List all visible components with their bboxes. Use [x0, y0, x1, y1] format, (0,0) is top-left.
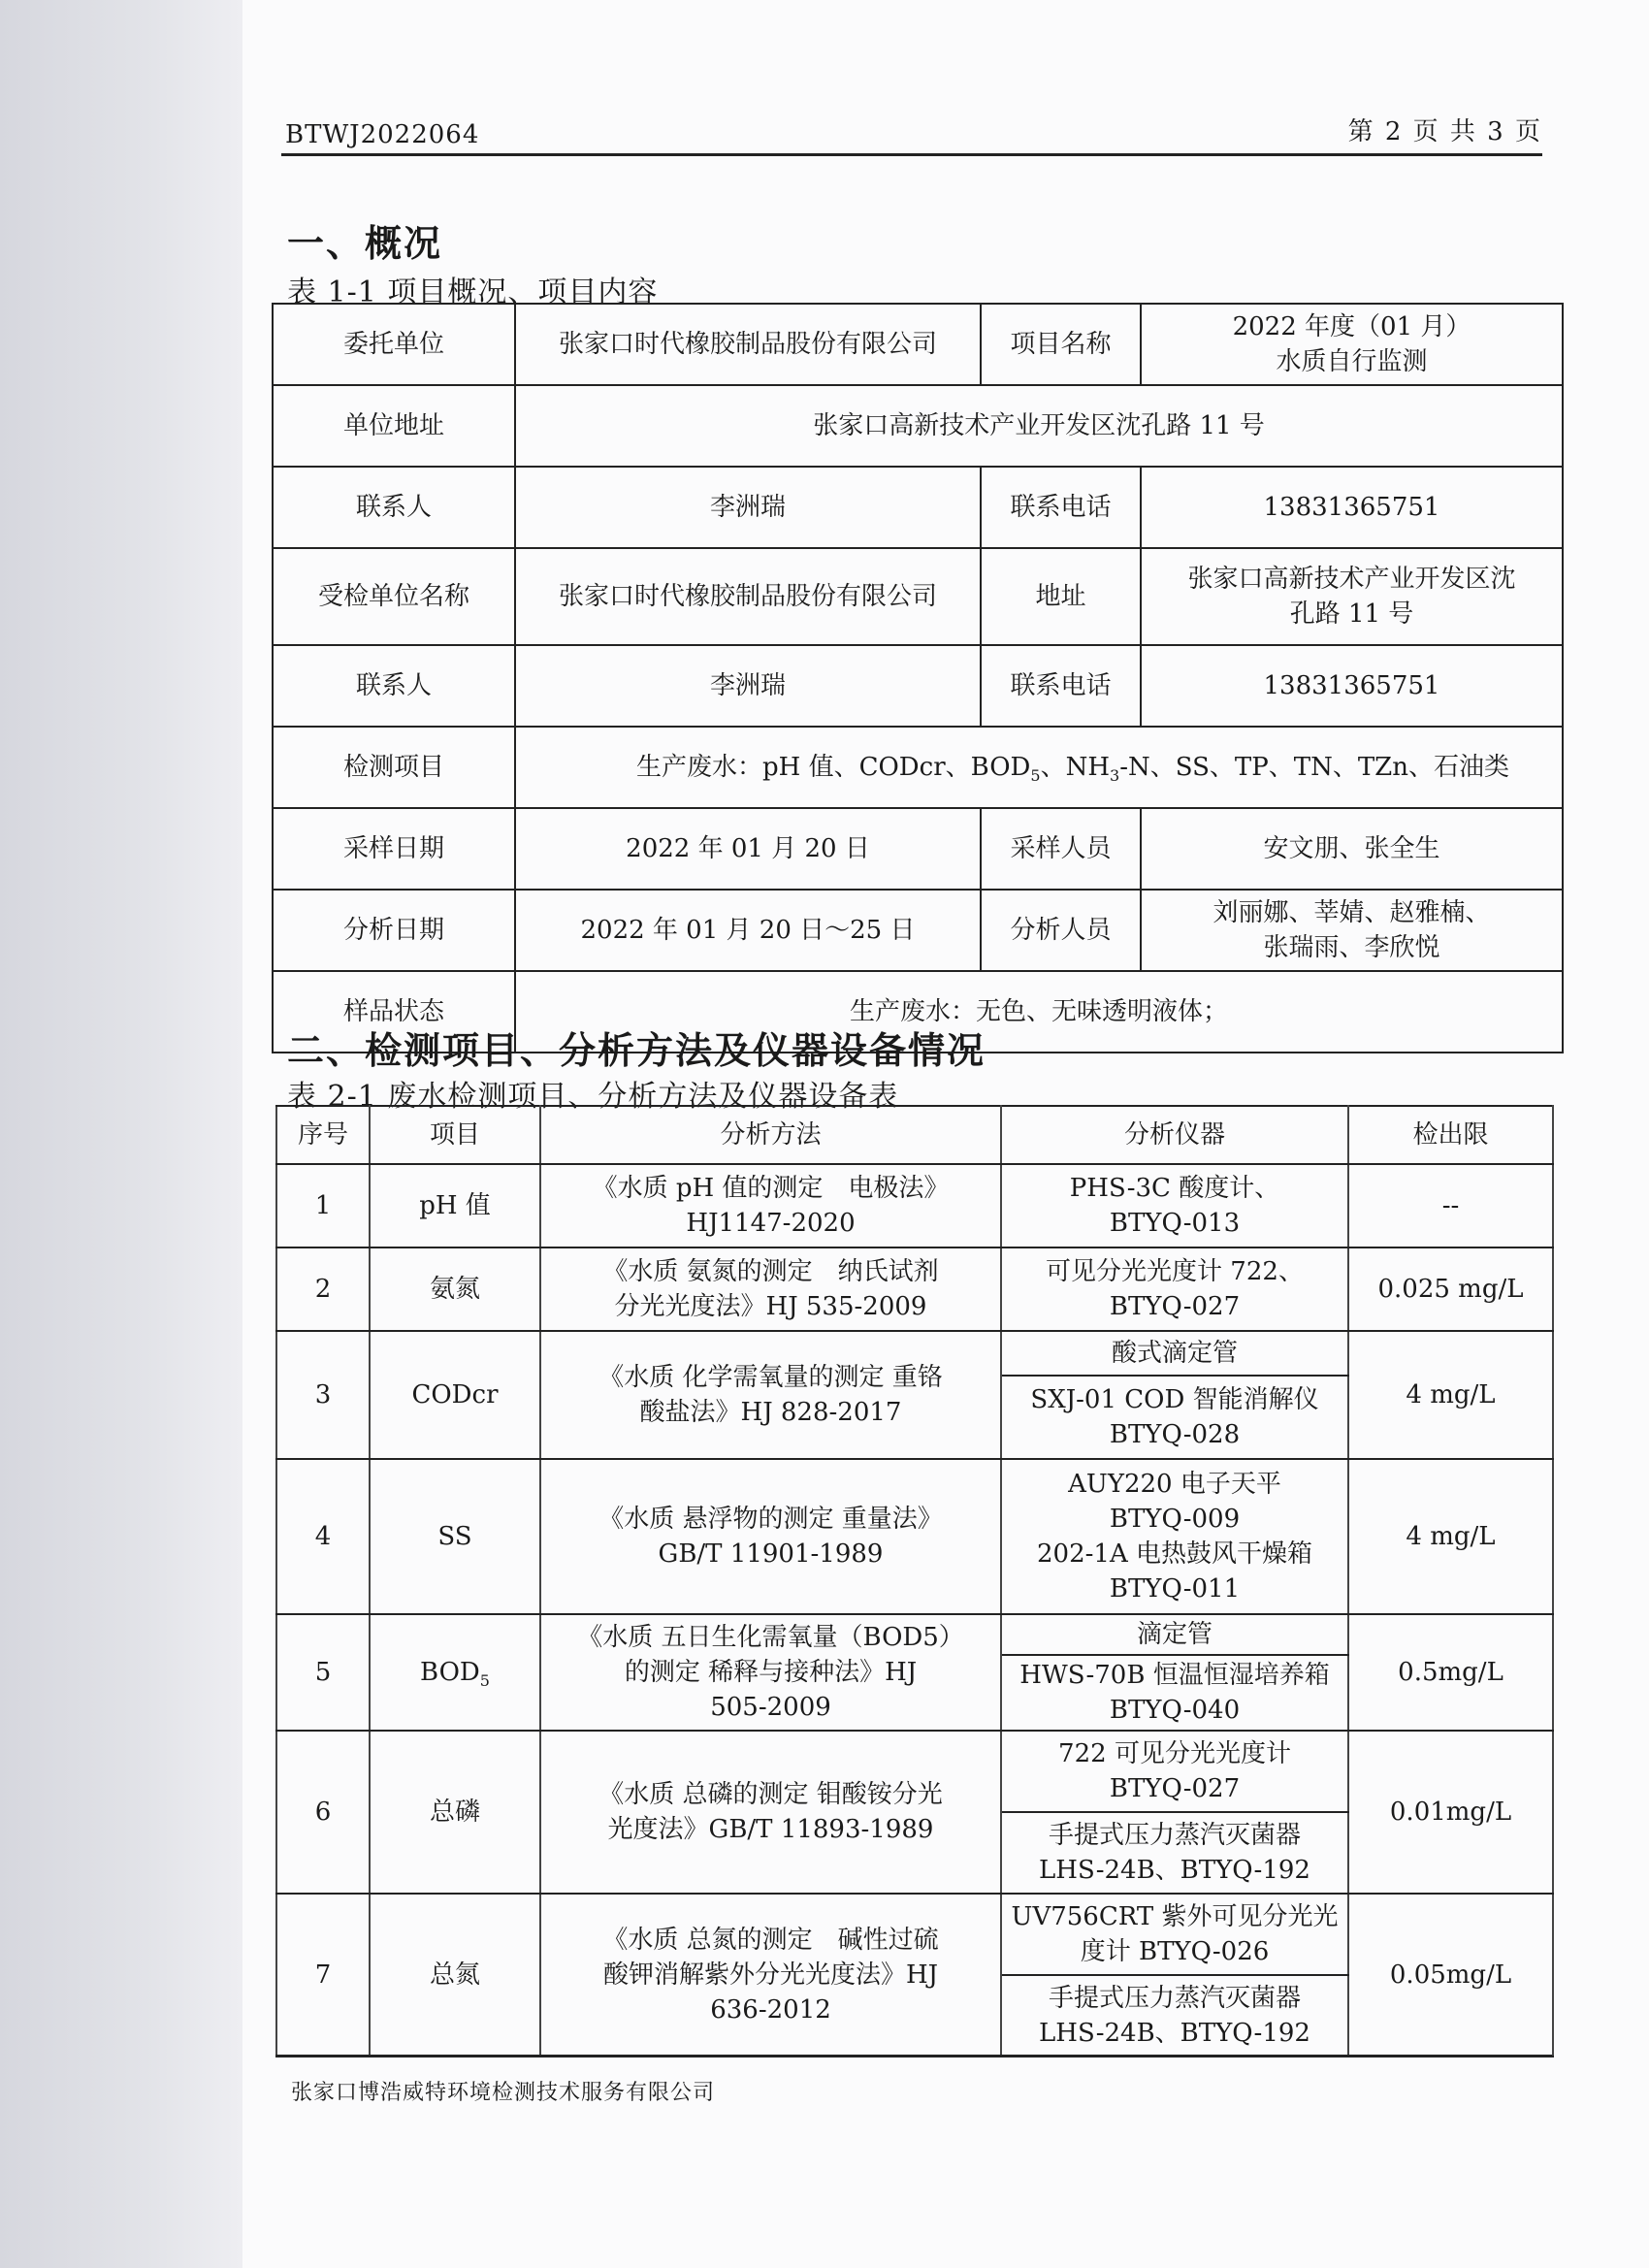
cell-label: 委托单位 — [273, 304, 515, 385]
row-limit: 4 mg/L — [1348, 1459, 1553, 1614]
col-header: 检出限 — [1348, 1106, 1553, 1164]
methods-table — [275, 1105, 1554, 2057]
method-line: 的测定 稀释与接种法》HJ — [624, 1658, 918, 1687]
method-line: 《水质 pH 值的测定 电极法》 — [592, 1174, 950, 1203]
table-row — [273, 808, 1563, 890]
row-limit: 0.05mg/L — [1348, 1894, 1553, 2057]
row-limit: 0.5mg/L — [1348, 1614, 1553, 1731]
cell-label: 分析人员 — [981, 890, 1141, 971]
row-method — [540, 1614, 1001, 1731]
page-number: 第 2 页 共 3 页 — [1347, 117, 1542, 146]
instrument-line: 722 可见分光光度计 — [1058, 1739, 1291, 1768]
row-item: 总氮 — [370, 1894, 540, 2057]
instrument-line: AUY220 电子天平 — [1068, 1470, 1281, 1499]
row-instrument — [1001, 1894, 1348, 1975]
cell-label: 单位地址 — [273, 385, 515, 467]
row-no: 5 — [276, 1614, 370, 1731]
section2-heading: 二、检测项目、分析方法及仪器设备情况 — [287, 1028, 986, 1072]
method-line: 光度法》GB/T 11893-1989 — [607, 1815, 934, 1844]
instrument-line: PHS-3C 酸度计、 — [1069, 1174, 1280, 1203]
instrument-line: 度计 BTYQ-026 — [1080, 1937, 1270, 1966]
method-line: 分光光度法》HJ 535-2009 — [614, 1292, 927, 1321]
instrument-line: SXJ-01 COD 智能消解仪 — [1030, 1385, 1319, 1414]
method-line: 《水质 化学需氧量的测定 重铬 — [598, 1363, 943, 1392]
table-header-row — [276, 1106, 1553, 1164]
cell-value — [1141, 890, 1563, 971]
row-no: 6 — [276, 1731, 370, 1894]
cell-value — [1141, 548, 1563, 645]
method-line: HJ1147-2020 — [686, 1209, 856, 1238]
footer-divider — [275, 2055, 1552, 2057]
address-line: 孔路 11 号 — [1289, 599, 1414, 629]
cell-label: 地址 — [981, 548, 1141, 645]
table-row — [273, 304, 1563, 385]
cell-label: 联系电话 — [981, 645, 1141, 727]
instrument-line: 酸式滴定管 — [1111, 1339, 1238, 1368]
table-row — [276, 1164, 1553, 1247]
method-line: GB/T 11901-1989 — [658, 1539, 884, 1569]
row-limit: 4 mg/L — [1348, 1331, 1553, 1459]
method-line: 《水质 悬浮物的测定 重量法》 — [598, 1505, 943, 1534]
row-item: 氨氮 — [370, 1247, 540, 1331]
instrument-line: UV756CRT 紫外可见分光光 — [1011, 1902, 1339, 1931]
cell-label: 联系人 — [273, 467, 515, 548]
cell-label: 项目名称 — [981, 304, 1141, 385]
instrument-line: BTYQ-028 — [1109, 1420, 1241, 1449]
cell-label: 采样日期 — [273, 808, 515, 890]
cell-value: 张家口高新技术产业开发区沈孔路 11 号 — [515, 385, 1563, 467]
row-limit: -- — [1348, 1164, 1553, 1247]
row-instrument — [1001, 1614, 1348, 1655]
method-line: 《水质 总氮的测定 碱性过硫 — [602, 1926, 939, 1955]
col-header: 项目 — [370, 1106, 540, 1164]
cell-value: 安文朋、张全生 — [1141, 808, 1563, 890]
method-line: 酸钾消解紫外分光光度法》HJ — [602, 1960, 939, 1990]
row-method — [540, 1247, 1001, 1331]
row-method — [540, 1731, 1001, 1894]
instrument-line: BTYQ-013 — [1109, 1209, 1241, 1238]
item-subscript: 5 — [479, 1671, 490, 1691]
report-code: BTWJ2022064 — [285, 120, 480, 149]
project-line: 2022 年度（01 月） — [1232, 312, 1471, 341]
cell-label: 受检单位名称 — [273, 548, 515, 645]
instrument-line: HWS-70B 恒温恒湿培养箱 — [1019, 1661, 1330, 1690]
row-method — [540, 1164, 1001, 1247]
row-limit: 0.01mg/L — [1348, 1731, 1553, 1894]
method-line: 《水质 氨氮的测定 纳氏试剂 — [602, 1257, 939, 1286]
project-line: 水质自行监测 — [1276, 347, 1428, 376]
instrument-line: LHS-24B、BTYQ-192 — [1039, 2019, 1310, 2048]
instrument-line: BTYQ-009 — [1109, 1505, 1241, 1534]
col-header: 分析方法 — [540, 1106, 1001, 1164]
project-overview-table — [272, 303, 1564, 1053]
method-line: 636-2012 — [710, 1995, 831, 2025]
instrument-line: 202-1A 电热鼓风干燥箱 — [1037, 1539, 1312, 1569]
row-item: CODcr — [370, 1331, 540, 1459]
row-item: pH 值 — [370, 1164, 540, 1247]
instrument-line: 手提式压力蒸汽灭菌器 — [1048, 1821, 1301, 1850]
cell-value: 张家口时代橡胶制品股份有限公司 — [515, 304, 981, 385]
item-text: BOD — [420, 1658, 480, 1687]
cell-label: 联系人 — [273, 645, 515, 727]
row-no: 4 — [276, 1459, 370, 1614]
row-item — [370, 1614, 540, 1731]
page-header — [281, 109, 1542, 156]
row-instrument — [1001, 1164, 1348, 1247]
row-method — [540, 1331, 1001, 1459]
items-text: 、NH — [1040, 753, 1111, 782]
instrument-line: 可见分光光度计 722、 — [1046, 1257, 1304, 1286]
cell-value: 张家口时代橡胶制品股份有限公司 — [515, 548, 981, 645]
analyst-line: 刘丽娜、莘婧、赵雅楠、 — [1212, 898, 1491, 927]
method-line: 《水质 五日生化需氧量（BOD5） — [577, 1623, 964, 1652]
cell-value: 李洲瑞 — [515, 645, 981, 727]
cell-value: 2022 年 01 月 20 日～25 日 — [515, 890, 981, 971]
table-row — [273, 548, 1563, 645]
method-line: 505-2009 — [710, 1693, 831, 1722]
row-item: SS — [370, 1459, 540, 1614]
row-no: 1 — [276, 1164, 370, 1247]
section1-heading: 一、概况 — [287, 221, 443, 265]
table-row — [273, 645, 1563, 727]
row-instrument — [1001, 1376, 1348, 1459]
cell-value: 13831365751 — [1141, 467, 1563, 548]
col-header: 序号 — [276, 1106, 370, 1164]
items-text: -N、SS、TP、TN、TZn、石油类 — [1119, 753, 1509, 782]
cell-value: 2022 年 01 月 20 日 — [515, 808, 981, 890]
scan-gutter — [0, 0, 242, 2268]
row-instrument — [1001, 1459, 1348, 1614]
row-limit: 0.025 mg/L — [1348, 1247, 1553, 1331]
row-instrument — [1001, 1331, 1348, 1376]
cell-label: 联系电话 — [981, 467, 1141, 548]
footer-company: 张家口博浩威特环境检测技术服务有限公司 — [291, 2081, 716, 2105]
row-no: 7 — [276, 1894, 370, 2057]
instrument-line: 滴定管 — [1136, 1620, 1212, 1649]
table1-caption: 表 1-1 项目概况、项目内容 — [287, 275, 659, 309]
cell-value: 13831365751 — [1141, 645, 1563, 727]
table-row — [273, 727, 1563, 808]
cell-label: 分析日期 — [273, 890, 515, 971]
instrument-line: 手提式压力蒸汽灭菌器 — [1048, 1984, 1301, 2013]
cell-value — [1141, 304, 1563, 385]
cell-value: 李洲瑞 — [515, 467, 981, 548]
row-instrument — [1001, 1731, 1348, 1812]
address-line: 张家口高新技术产业开发区沈 — [1187, 565, 1516, 594]
table-row — [276, 1614, 1553, 1655]
row-no: 2 — [276, 1247, 370, 1331]
items-text: 生产废水：pH 值、CODcr、BOD — [636, 753, 1031, 782]
cell-label: 采样人员 — [981, 808, 1141, 890]
instrument-line: BTYQ-027 — [1109, 1292, 1241, 1321]
col-header: 分析仪器 — [1001, 1106, 1348, 1164]
method-line: 《水质 总磷的测定 钼酸铵分光 — [598, 1780, 943, 1809]
instrument-line: LHS-24B、BTYQ-192 — [1039, 1856, 1310, 1885]
table-row — [276, 1247, 1553, 1331]
instrument-line: BTYQ-027 — [1109, 1774, 1241, 1803]
row-instrument — [1001, 1812, 1348, 1894]
table-row — [273, 890, 1563, 971]
row-instrument — [1001, 1975, 1348, 2057]
items-subscript: 3 — [1110, 766, 1120, 786]
cell-value — [515, 727, 1563, 808]
method-line: 酸盐法》HJ 828-2017 — [639, 1398, 902, 1427]
row-method — [540, 1459, 1001, 1614]
table-row — [276, 1731, 1553, 1812]
cell-label: 检测项目 — [273, 727, 515, 808]
row-instrument — [1001, 1247, 1348, 1331]
instrument-line: BTYQ-040 — [1109, 1696, 1241, 1725]
instrument-line: BTYQ-011 — [1109, 1574, 1241, 1604]
table-row — [276, 1331, 1553, 1376]
table-row — [276, 1894, 1553, 1975]
table-row — [276, 1459, 1553, 1614]
row-no: 3 — [276, 1331, 370, 1459]
row-method — [540, 1894, 1001, 2057]
table2-caption: 表 2-1 废水检测项目、分析方法及仪器设备表 — [287, 1080, 899, 1114]
cell-label: 样品状态 — [273, 971, 515, 1053]
analyst-line: 张瑞雨、李欣悦 — [1263, 933, 1440, 962]
row-item: 总磷 — [370, 1731, 540, 1894]
table-row — [273, 385, 1563, 467]
cell-value: 生产废水：无色、无味透明液体； — [515, 971, 1563, 1053]
items-subscript: 5 — [1030, 766, 1041, 786]
table-row — [273, 467, 1563, 548]
row-instrument — [1001, 1655, 1348, 1731]
